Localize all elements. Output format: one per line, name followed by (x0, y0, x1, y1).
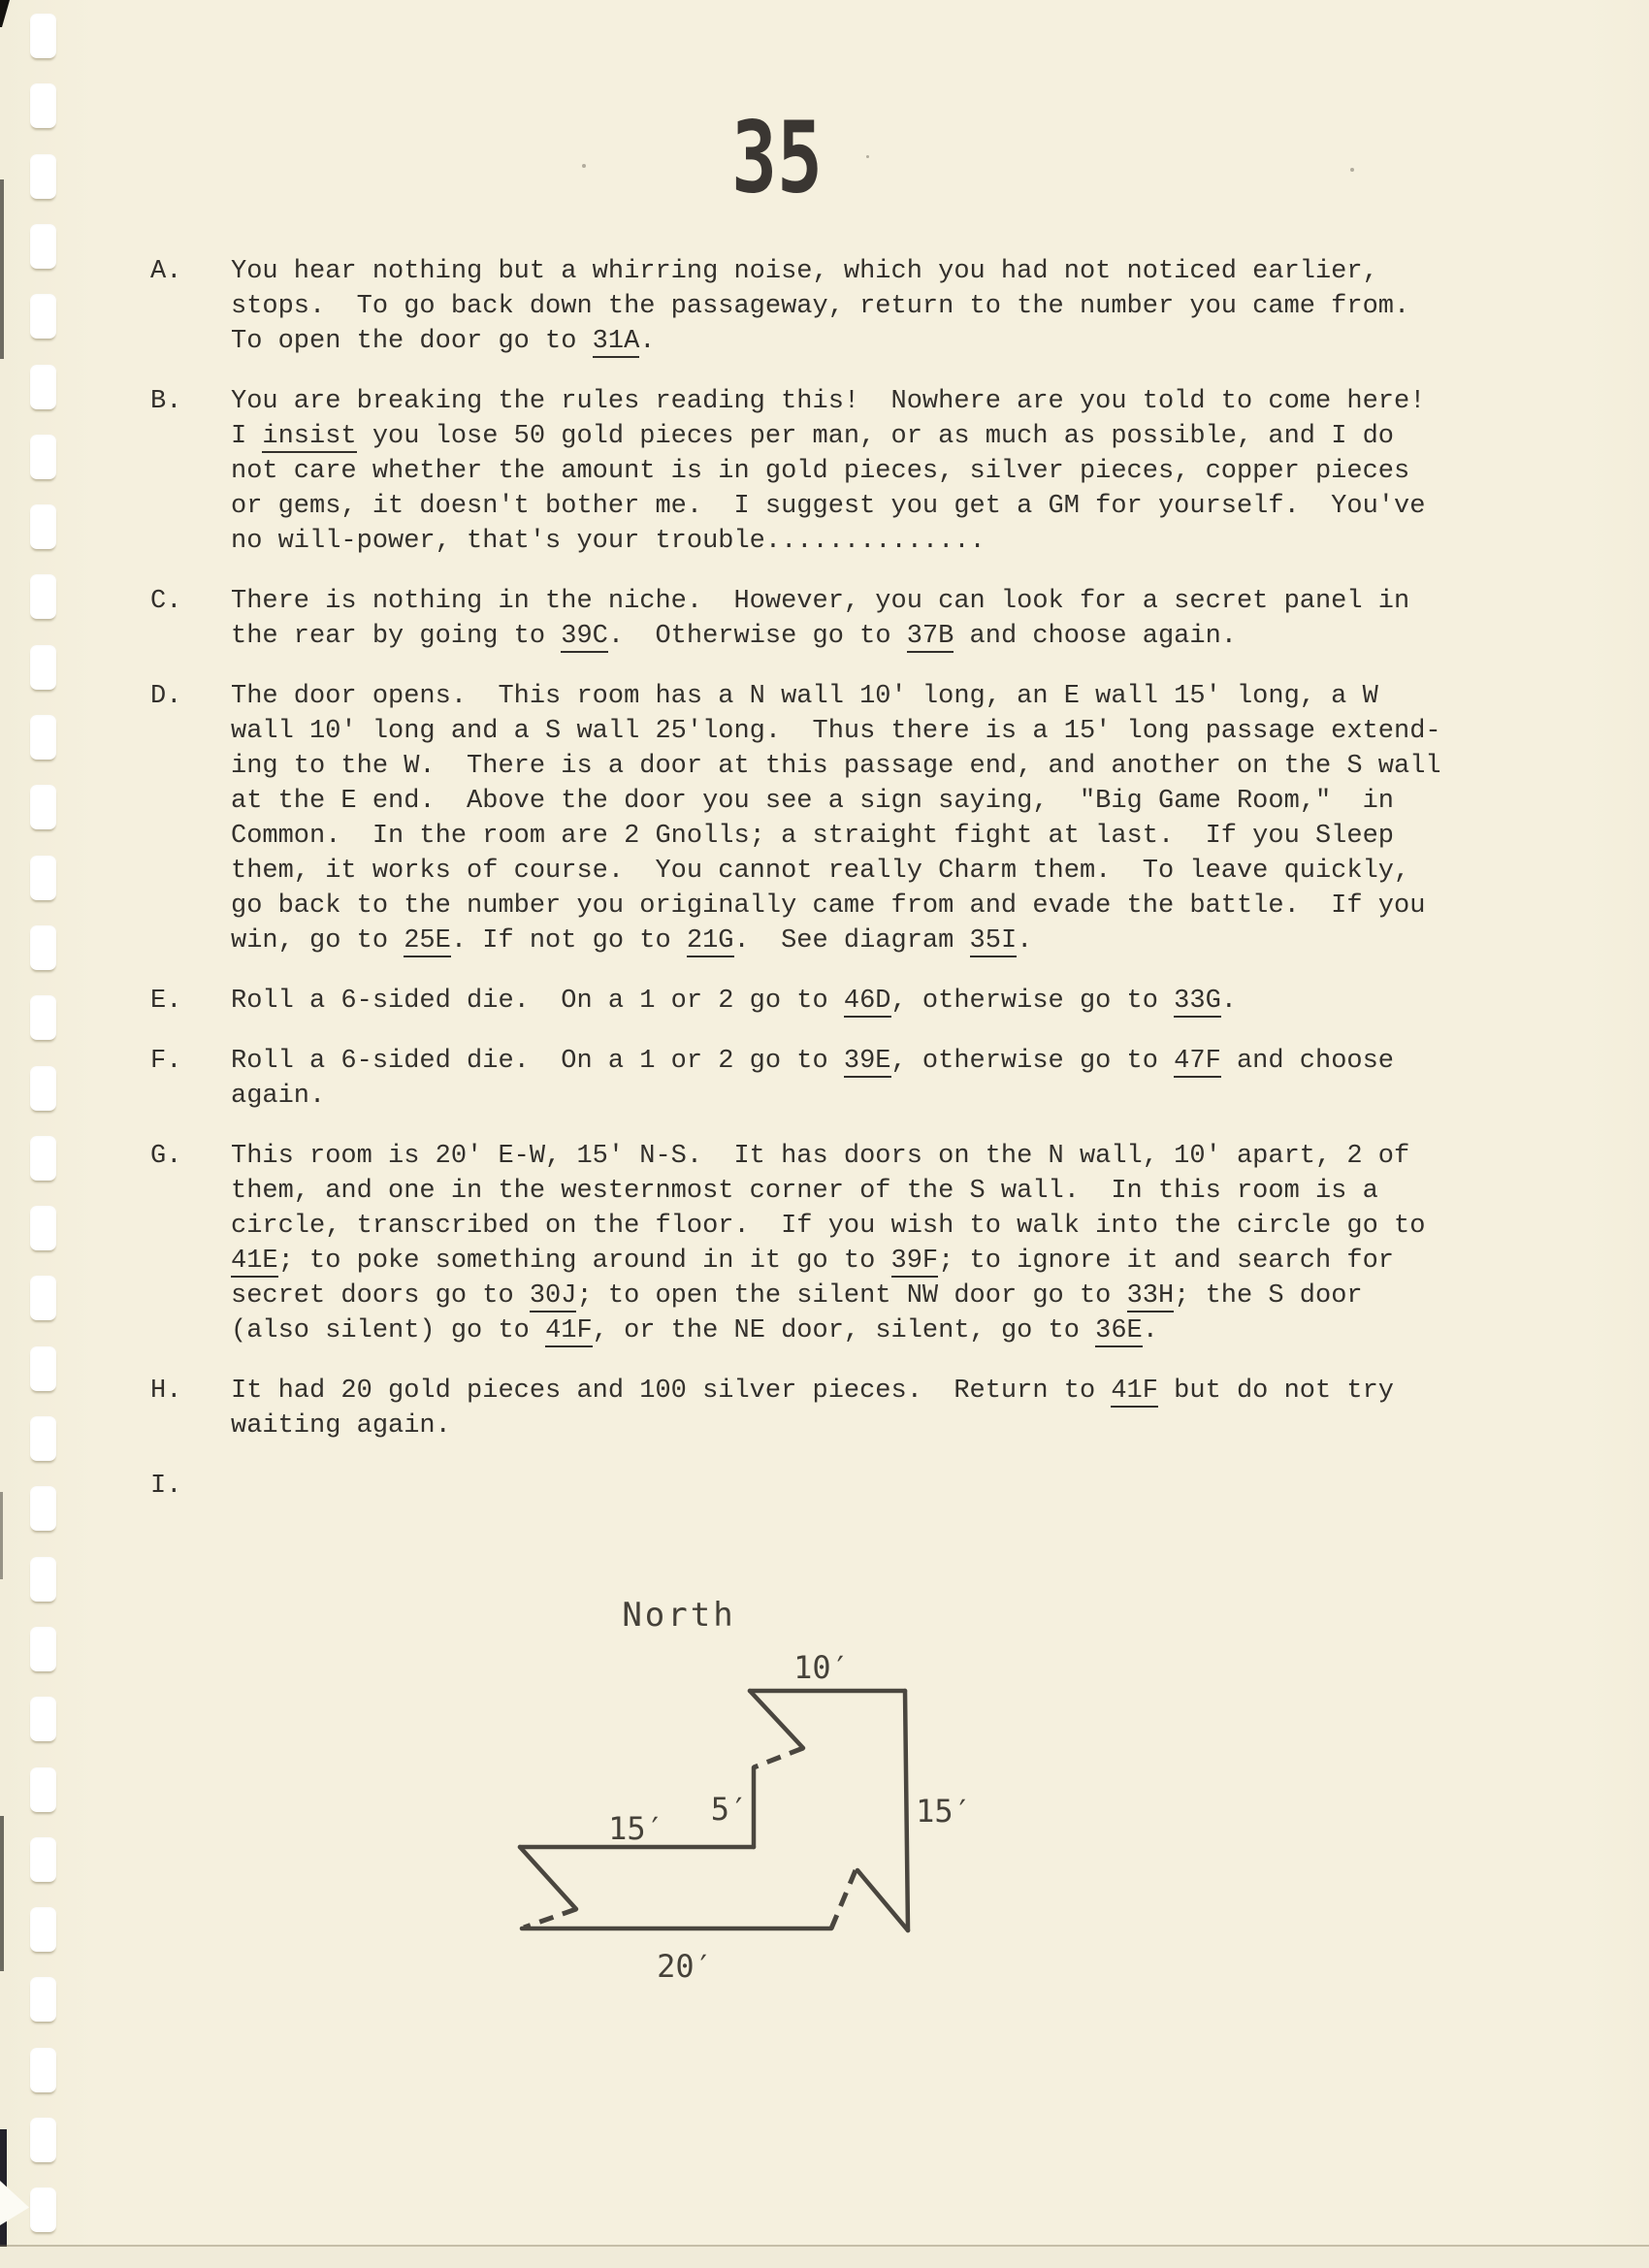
paragraph-lines (231, 1469, 1470, 1504)
text-segment: . Otherwise go to (607, 622, 907, 651)
paragraph-lines (231, 1044, 1470, 1114)
text-segment: . (1220, 987, 1237, 1016)
binding-hole (30, 925, 56, 970)
nw-door-swing-dashed (754, 1748, 803, 1767)
text-line (231, 584, 1470, 619)
binding-hole (30, 1767, 56, 1812)
scan-edge-artifact (0, 179, 4, 359)
south-door-swing-dashed (831, 1870, 856, 1928)
text-segment: . See diagram (733, 926, 970, 956)
text-segment: win, go to (231, 926, 404, 956)
text-line (231, 324, 1470, 359)
binding-hole (30, 1066, 56, 1111)
text-segment: go back to the number you originally came from and evade the battle. If you (231, 891, 1426, 921)
paragraph-label: I. (150, 1472, 182, 1501)
text-segment: . (1142, 1316, 1158, 1345)
text-line (231, 384, 1470, 419)
underlined-ref: 36E (1095, 1316, 1143, 1345)
text-segment: , otherwise go to (890, 1047, 1175, 1076)
text-segment: not care whether the amount is in gold pieces, silver pieces, copper pieces (231, 457, 1410, 486)
text-segment: waiting again. (231, 1411, 451, 1441)
nw-door-leaf-line (750, 1691, 803, 1748)
paragraph-label: G. (150, 1142, 182, 1171)
text-segment: secret doors go to (231, 1281, 530, 1311)
binding-hole (30, 224, 56, 269)
text-segment: . If not go to (450, 926, 687, 956)
paragraph-f (150, 1044, 1470, 1114)
text-line (231, 1079, 1470, 1114)
paragraph-label: H. (150, 1377, 182, 1406)
text-segment: them, and one in the westernmost corner of the S wall. In this room is a (231, 1177, 1378, 1206)
underlined-ref: 25E (404, 926, 451, 956)
text-line (231, 289, 1470, 324)
underlined-ref: 33H (1126, 1281, 1175, 1311)
binding-hole (30, 1136, 56, 1181)
binding-hole (30, 1276, 56, 1320)
text-line (231, 1174, 1470, 1209)
text-line (231, 1044, 1470, 1079)
binding-hole (30, 1627, 56, 1671)
text-segment: or gems, it doesn't bother me. I suggest you get a GM for yourself. You've (231, 492, 1426, 521)
underlined-ref: 41E (231, 1247, 278, 1276)
text-line (231, 984, 1470, 1019)
text-line (231, 1374, 1470, 1409)
text-segment: ; to open the silent NW door go to (576, 1281, 1127, 1311)
paragraph-b (150, 384, 1470, 559)
page-number: 35 (731, 99, 824, 216)
binding-hole (30, 1346, 56, 1391)
text-line (231, 1244, 1470, 1279)
underlined-ref: 39F (890, 1247, 939, 1276)
binding-hole (30, 1697, 56, 1741)
underlined-ref: 35I (969, 926, 1018, 956)
binding-hole (30, 83, 56, 128)
scan-speck (1350, 168, 1354, 172)
west-door-leaf-line (520, 1847, 576, 1909)
scan-edge-artifact (0, 1816, 4, 1971)
binding-hole (30, 1977, 56, 2022)
north-wall-dimension: 10′ (793, 1649, 850, 1686)
paragraph-label: C. (150, 587, 182, 616)
paragraph-lines (231, 584, 1470, 654)
binding-hole (30, 1416, 56, 1461)
text-segment: the rear by going to (231, 622, 562, 651)
underlined-ref: 31A (592, 327, 640, 356)
scan-edge-artifact (0, 0, 10, 27)
binding-hole (30, 715, 56, 760)
paragraph-lines (231, 1374, 1470, 1443)
text-segment: and choose (1220, 1047, 1395, 1076)
underlined-ref: 41F (545, 1316, 593, 1345)
text-line (231, 1279, 1470, 1313)
text-line (231, 854, 1470, 889)
south-wall-dimension: 20′ (657, 1948, 713, 1985)
text-line (231, 923, 1470, 958)
text-segment: them, it works of course. You cannot really Charm them. To leave quickly, (231, 857, 1410, 886)
text-segment: and choose again. (954, 622, 1237, 651)
paragraph-i (150, 1469, 1470, 1504)
east-wall-line (905, 1691, 908, 1930)
text-line (231, 419, 1470, 454)
underlined-ref: 30J (529, 1281, 577, 1311)
text-line (231, 784, 1470, 819)
text-segment: stops. To go back down the passageway, return to the number you came from. (231, 292, 1410, 321)
text-segment: You hear nothing but a whirring noise, which you had not noticed earlier, (231, 257, 1378, 286)
text-segment: The door opens. This room has a N wall 10' long, an E wall 15' long, a W (231, 682, 1378, 711)
binding-hole (30, 154, 56, 199)
binding-hole (30, 995, 56, 1040)
paragraph-g (150, 1139, 1470, 1348)
text-line (231, 819, 1470, 854)
scan-speck (866, 155, 869, 158)
paragraph-label: D. (150, 682, 182, 711)
text-line (231, 619, 1470, 654)
binding-hole (30, 2048, 56, 2092)
page-bottom-edge (0, 2247, 1649, 2268)
paragraphs (150, 254, 1470, 1529)
text-segment: Roll a 6-sided die. On a 1 or 2 go to (231, 1047, 844, 1076)
text-line (231, 254, 1470, 289)
text-segment: , otherwise go to (890, 987, 1175, 1016)
text-segment: This room is 20' E-W, 15' N-S. It has doors on the N wall, 10' apart, 2 of (231, 1142, 1410, 1171)
paragraph-lines (231, 1139, 1470, 1348)
paragraph-a (150, 254, 1470, 359)
underlined-ref: 33G (1174, 987, 1221, 1016)
text-segment: you lose 50 gold pieces per man, or as much as possible, and I do (356, 422, 1394, 451)
text-segment: but do not try (1157, 1377, 1395, 1406)
east-wall-dimension: 15′ (916, 1793, 972, 1830)
binding-hole (30, 504, 56, 549)
scan-fold-mark (0, 2181, 29, 2225)
text-line (231, 889, 1470, 923)
underlined-ref: 21G (686, 926, 734, 956)
text-line (231, 714, 1470, 749)
text-line (231, 1139, 1470, 1174)
text-segment: To open the door go to (231, 327, 593, 356)
binding-hole (30, 1206, 56, 1250)
text-segment: again. (231, 1082, 326, 1111)
paragraph-lines (231, 254, 1470, 359)
text-segment: (also silent) go to (231, 1316, 546, 1345)
paragraph-label: E. (150, 987, 182, 1016)
underlined-ref: insist (262, 422, 357, 451)
underlined-ref: 39C (561, 622, 608, 651)
text-segment: ; to poke something around in it go to (277, 1247, 891, 1276)
text-segment: . (639, 327, 656, 356)
binding-hole (30, 1837, 56, 1882)
binding-hole (30, 785, 56, 829)
text-segment: Roll a 6-sided die. On a 1 or 2 go to (231, 987, 844, 1016)
underlined-ref: 46D (843, 987, 891, 1016)
text-segment: Common. In the room are 2 Gnolls; a straight fight at last. If you Sleep (231, 822, 1394, 851)
paragraph-lines (231, 984, 1470, 1019)
scan-edge-artifact (0, 1492, 3, 1579)
text-segment: at the E end. Above the door you see a sign saying, "Big Game Room," in (231, 787, 1394, 816)
paragraph-d (150, 679, 1470, 958)
underlined-ref: 41F (1111, 1377, 1158, 1406)
binding-hole (30, 2187, 56, 2232)
binding-hole (30, 645, 56, 690)
passage-wall-dimension: 15′ (608, 1810, 664, 1847)
text-segment: no will-power, that's your trouble.............. (231, 527, 986, 556)
text-line (231, 1313, 1470, 1348)
binding-hole (30, 365, 56, 409)
paragraph-label: B. (150, 387, 182, 416)
binding-hole (30, 1557, 56, 1602)
paragraph-label: A. (150, 257, 182, 286)
text-line (231, 1209, 1470, 1244)
binding-hole (30, 14, 56, 58)
text-segment: circle, transcribed on the floor. If you wish to walk into the circle go to (231, 1212, 1426, 1241)
underlined-ref: 39E (843, 1047, 891, 1076)
text-line (231, 749, 1470, 784)
underlined-ref: 47F (1174, 1047, 1221, 1076)
text-segment: ; to ignore it and search for (938, 1247, 1395, 1276)
text-line (231, 489, 1470, 524)
text-segment: I (231, 422, 263, 451)
binding-hole (30, 435, 56, 479)
text-line (231, 454, 1470, 489)
paragraph-label: F. (150, 1047, 182, 1076)
paragraph-lines (231, 679, 1470, 958)
paragraph-e (150, 984, 1470, 1019)
text-segment: . (1017, 926, 1033, 956)
text-line (231, 524, 1470, 559)
room-diagram (485, 1581, 1028, 2008)
text-segment: You are breaking the rules reading this! Nowhere are you told to come here! (231, 387, 1426, 416)
text-segment: ; the S door (1174, 1281, 1363, 1311)
south-door-leaf-line (857, 1870, 908, 1930)
binding-hole (30, 1907, 56, 1952)
binding-hole (30, 2118, 56, 2162)
paragraph-lines (231, 384, 1470, 559)
scan-speck (582, 164, 586, 168)
binding-hole (30, 1486, 56, 1531)
binding-hole (30, 856, 56, 900)
binding-hole (30, 574, 56, 619)
text-line (231, 679, 1470, 714)
paragraph-h (150, 1374, 1470, 1443)
underlined-ref: 37B (906, 622, 954, 651)
text-segment: , or the NE door, silent, go to (592, 1316, 1096, 1345)
binding-hole (30, 294, 56, 339)
text-segment: ing to the W. There is a door at this passage end, and another on the S wall (231, 752, 1441, 781)
text-segment: wall 10' long and a S wall 25'long. Thus there is a 15' long passage extend- (231, 717, 1441, 746)
text-segment: There is nothing in the niche. However, you can look for a secret panel in (231, 587, 1410, 616)
paragraph-c (150, 584, 1470, 654)
text-segment: It had 20 gold pieces and 100 silver pieces. Return to (231, 1377, 1112, 1406)
text-line (231, 1409, 1470, 1443)
west-wall-dimension: 5′ (710, 1791, 749, 1828)
west-door-swing-dashed (524, 1909, 576, 1928)
compass-label: North (622, 1596, 736, 1635)
